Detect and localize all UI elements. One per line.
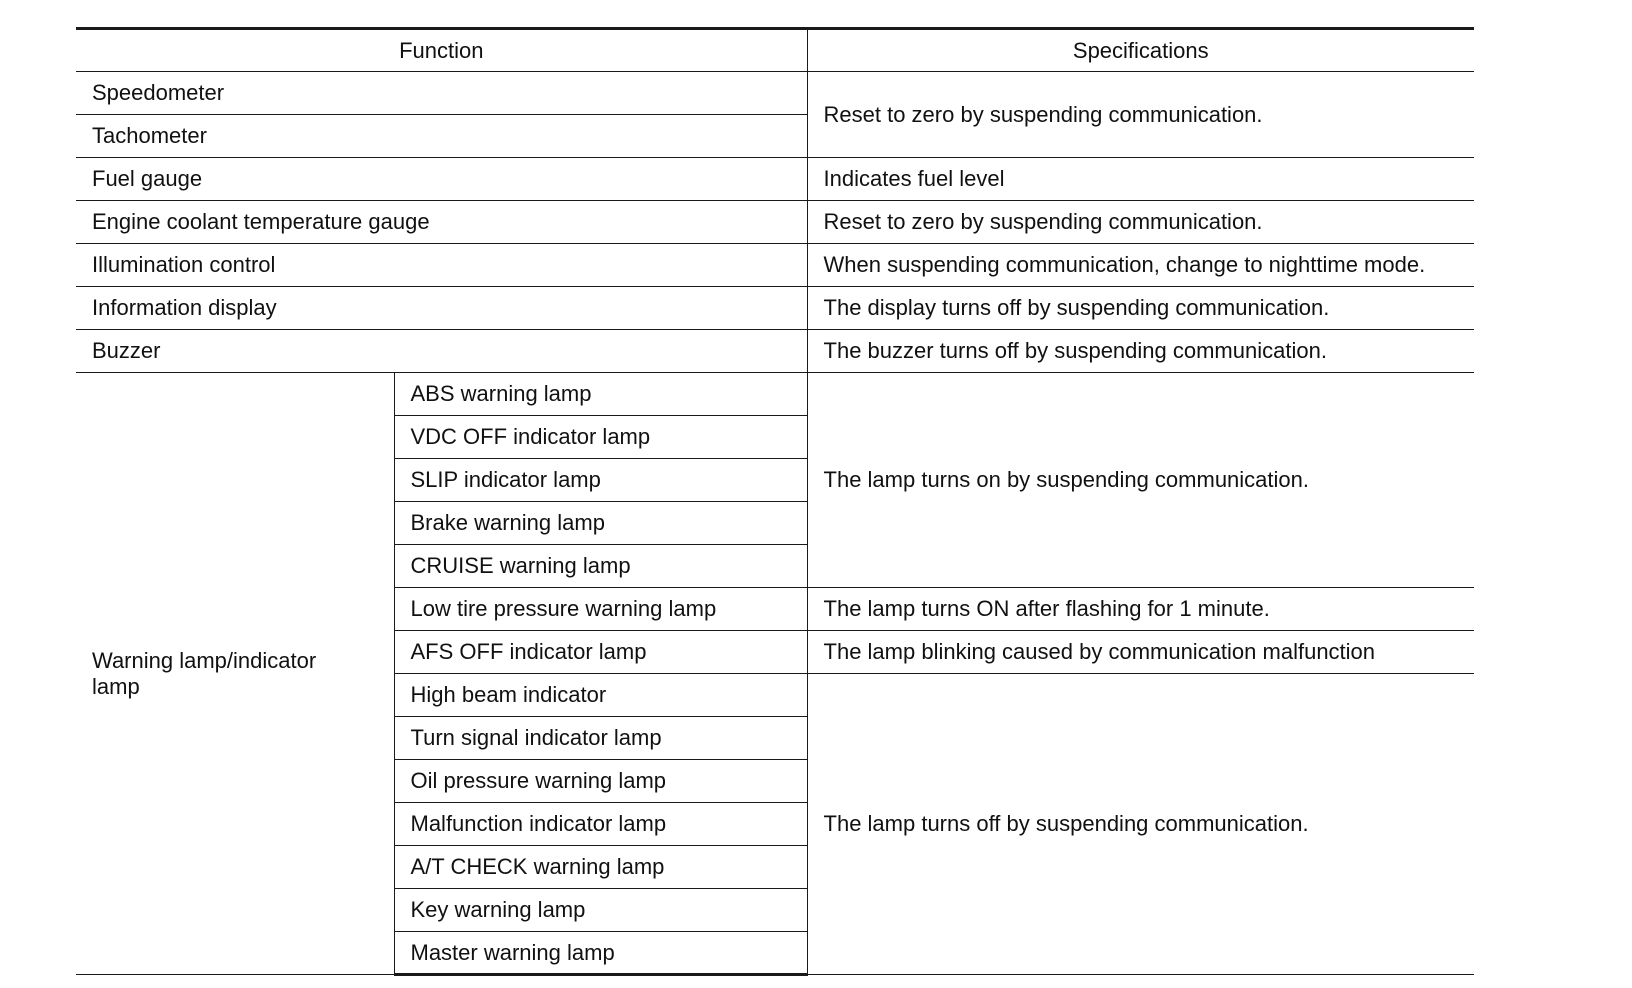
spec-cell: When suspending communication, change to nighttime mode. — [807, 244, 1474, 287]
lamp-cell: Master warning lamp — [394, 932, 807, 975]
lamp-cell: SLIP indicator lamp — [394, 459, 807, 502]
lamp-cell: Brake warning lamp — [394, 502, 807, 545]
table-row — [76, 330, 1474, 373]
warning-group-label: Warning lamp/indicator lamp — [76, 373, 394, 975]
spec-cell: Reset to zero by suspending communication. — [807, 72, 1474, 158]
function-column-header: Function — [76, 29, 807, 72]
lamp-cell: Low tire pressure warning lamp — [394, 588, 807, 631]
lamp-cell: CRUISE warning lamp — [394, 545, 807, 588]
table-row — [76, 201, 1474, 244]
table-row — [76, 72, 1474, 115]
function-cell: Buzzer — [76, 330, 807, 373]
spec-cell: The lamp turns ON after flashing for 1 minute. — [807, 588, 1474, 631]
lamp-cell: ABS warning lamp — [394, 373, 807, 416]
lamp-cell: AFS OFF indicator lamp — [394, 631, 807, 674]
spec-cell: The lamp turns on by suspending communication. — [807, 373, 1474, 588]
spec-cell: Reset to zero by suspending communication. — [807, 201, 1474, 244]
function-cell: Speedometer — [76, 72, 807, 115]
table-header-row — [76, 29, 1474, 72]
specifications-column-header: Specifications — [807, 29, 1474, 72]
table-row — [76, 244, 1474, 287]
lamp-cell: Malfunction indicator lamp — [394, 803, 807, 846]
function-specifications-table — [76, 27, 1474, 976]
table-row — [76, 287, 1474, 330]
table-row — [76, 373, 1474, 416]
function-cell: Tachometer — [76, 115, 807, 158]
spec-cell: The display turns off by suspending communication. — [807, 287, 1474, 330]
spec-cell: The lamp blinking caused by communication malfunction — [807, 631, 1474, 674]
lamp-cell: A/T CHECK warning lamp — [394, 846, 807, 889]
spec-cell: The buzzer turns off by suspending communication. — [807, 330, 1474, 373]
lamp-cell: Key warning lamp — [394, 889, 807, 932]
spec-cell: The lamp turns off by suspending communication. — [807, 674, 1474, 975]
lamp-cell: Turn signal indicator lamp — [394, 717, 807, 760]
function-cell: Engine coolant temperature gauge — [76, 201, 807, 244]
function-cell: Illumination control — [76, 244, 807, 287]
function-cell: Fuel gauge — [76, 158, 807, 201]
table-row — [76, 158, 1474, 201]
lamp-cell: High beam indicator — [394, 674, 807, 717]
spec-cell: Indicates fuel level — [807, 158, 1474, 201]
lamp-cell: VDC OFF indicator lamp — [394, 416, 807, 459]
lamp-cell: Oil pressure warning lamp — [394, 760, 807, 803]
function-cell: Information display — [76, 287, 807, 330]
